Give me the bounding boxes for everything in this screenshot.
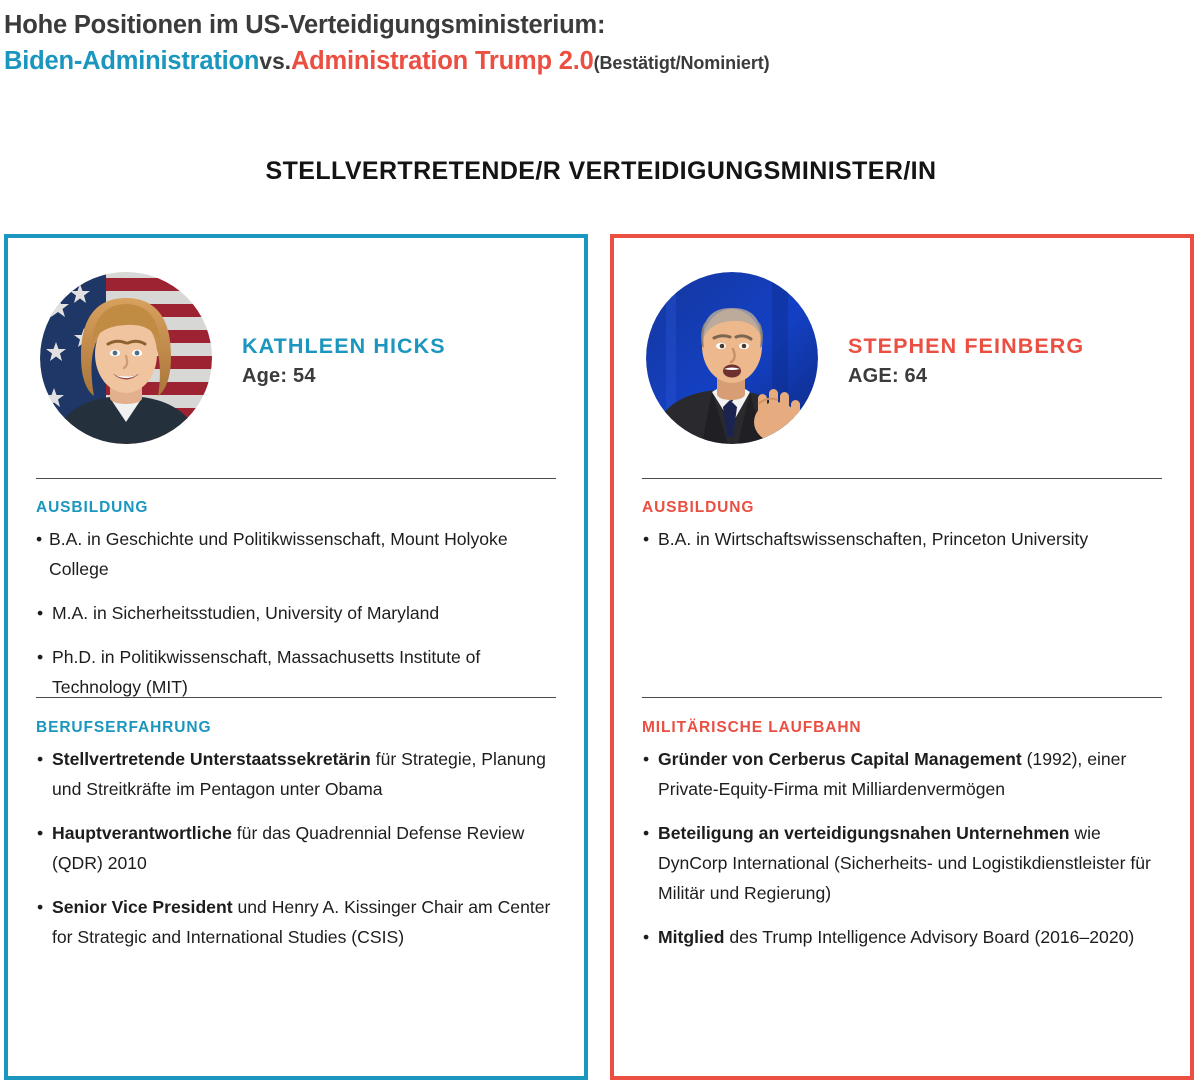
person-meta-right xyxy=(848,332,1084,390)
list-item: • Hauptverantwortliche für das Quadrennial Defense Review (QDR) 2010 xyxy=(36,818,554,878)
page-header xyxy=(0,0,1202,83)
person-name-right: STEPHEN FEINBERG xyxy=(848,334,1085,358)
person-header-left xyxy=(8,238,584,478)
comparison-cards xyxy=(0,234,1202,1086)
list-item: • Gründer von Cerberus Capital Management (1992), einer Private-Equity-Firma mit Milliardenvermögen xyxy=(642,744,1160,804)
person-age-left: Age: 54 xyxy=(242,365,316,387)
list-item: • Senior Vice President und Henry A. Kissinger Chair am Center for Strategic and International Studies (CSIS) xyxy=(36,892,554,952)
career-label-right: MILITÄRISCHE LAUFBAHN xyxy=(642,719,862,736)
avatar-kathleen-hicks xyxy=(40,272,212,444)
person-header-right xyxy=(614,238,1190,478)
list-item: • Beteiligung an verteidigungsnahen Unternehmen wie DynCorp International (Sicherheits- und Logistikdienstleister für Militär und Regierung) xyxy=(642,818,1160,908)
person-age-right: AGE: 64 xyxy=(848,365,928,387)
list-item: • B.A. in Geschichte und Politikwissenschaft, Mount Holyoke College xyxy=(36,524,554,584)
education-list-left xyxy=(36,524,554,702)
title-line-1: Hohe Positionen im US-Verteidigungsministerium: xyxy=(4,11,606,39)
avatar-stephen-feinberg xyxy=(646,272,818,444)
career-list-right xyxy=(642,744,1160,952)
title-line-2 xyxy=(4,43,1202,83)
card-kathleen-hicks xyxy=(4,234,588,1080)
career-list-left xyxy=(36,744,554,952)
career-section-left xyxy=(8,698,584,952)
career-label-left: BERUFSERFAHRUNG xyxy=(36,719,212,736)
position-title: STELLVERTRETENDE/R VERTEIDIGUNGSMINISTER/IN xyxy=(265,157,937,185)
list-item: • Ph.D. in Politikwissenschaft, Massachusetts Institute of Technology (MIT) xyxy=(36,642,554,702)
list-item: • Mitglied des Trump Intelligence Advisory Board (2016–2020) xyxy=(642,922,1160,952)
person-meta-left xyxy=(242,332,446,390)
list-item: • B.A. in Wirtschaftswissenschaften, Princeton University xyxy=(642,524,1160,554)
portrait-illustration-left xyxy=(40,272,212,444)
education-label-right: AUSBILDUNG xyxy=(642,499,755,516)
education-section-right xyxy=(614,479,1190,697)
portrait-illustration-right xyxy=(646,272,818,444)
title-trump-admin: Administration Trump 2.0 xyxy=(290,47,594,75)
title-vs: vs. xyxy=(259,48,291,74)
education-list-right xyxy=(642,524,1160,554)
card-stephen-feinberg xyxy=(610,234,1194,1080)
career-section-right xyxy=(614,698,1190,952)
education-section-left xyxy=(8,479,584,697)
title-biden-admin: Biden-Administration xyxy=(4,47,260,75)
list-item: • Stellvertretende Unterstaatssekretärin für Strategie, Planung und Streitkräfte im Pentagon unter Obama xyxy=(36,744,554,804)
title-qualifier: (Bestätigt/Nominiert) xyxy=(593,53,770,73)
person-name-left: KATHLEEN HICKS xyxy=(242,334,446,358)
education-label-left: AUSBILDUNG xyxy=(36,499,149,516)
list-item: • M.A. in Sicherheitsstudien, University of Maryland xyxy=(36,598,554,628)
